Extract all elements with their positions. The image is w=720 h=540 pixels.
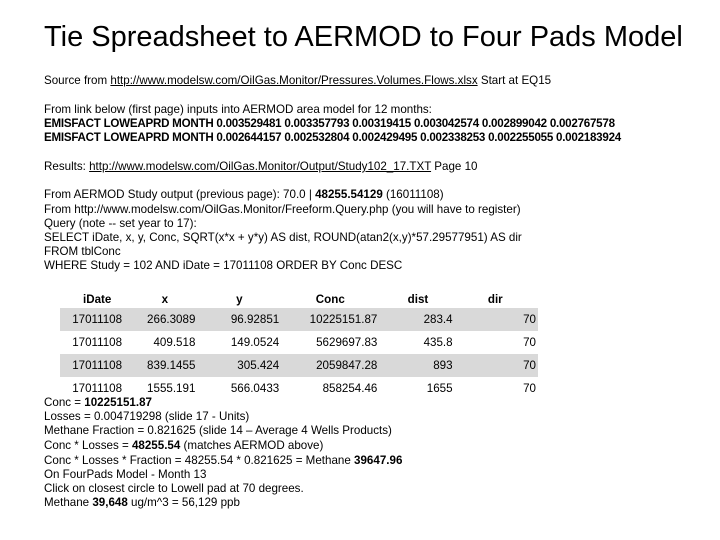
study-line-2-suffix: (you will have to register): [388, 203, 521, 216]
inputs-intro: From link below (first page) inputs into AERMOD area model for 12 months:: [44, 103, 432, 116]
cell-conc: 2059847.28: [283, 354, 383, 377]
calc-conc: [44, 396, 152, 410]
results-prefix: Results:: [44, 160, 90, 173]
results-line: [44, 160, 477, 174]
calc-conc-value: 10225151.87: [84, 396, 152, 409]
cell-y: 305.424: [199, 354, 283, 377]
source-prefix: Source from: [44, 74, 111, 87]
header-dist: dist: [407, 292, 429, 306]
study-line-2-prefix: From http://www.modelsw.com/: [44, 203, 205, 216]
cell-idate: 17011108: [72, 336, 123, 349]
cell-dist: 1655: [426, 382, 453, 395]
calc-losses: Losses = 0.004719298 (slide 17 - Units): [44, 410, 250, 423]
cell-dist: 435.8: [423, 336, 453, 349]
cell-conc: 858254.46: [322, 382, 378, 395]
calc-conc-losses-label: Conc * Losses =: [44, 439, 132, 452]
cell-dist: 893: [383, 354, 454, 377]
source-link[interactable]: http://www.modelsw.com/OilGas.Monitor/Pressures.Volumes.Flows.xlsx: [110, 74, 478, 87]
header-dir: dir: [487, 292, 503, 306]
query-note: Query (note -- set year to 17):: [44, 217, 197, 230]
aermod-value: 48255.54129: [315, 188, 383, 201]
calc-methane-final: [44, 496, 240, 510]
query-where: WHERE Study = 102 AND iDate = 17011108 ORDER BY Conc DESC: [44, 259, 403, 272]
calc-methane-final-suffix: ug/m^3 = 56,129 ppb: [127, 496, 240, 509]
study-line-2: [44, 203, 521, 217]
cell-x: 1555.191: [147, 382, 196, 395]
cell-x: 409.518: [153, 336, 196, 349]
cell-x: 839.1455: [134, 354, 199, 377]
cell-dist: 283.4: [383, 308, 454, 331]
cell-y: 566.0433: [230, 382, 280, 395]
header-idate: iDate: [82, 292, 112, 306]
table-row: [60, 331, 538, 354]
calc-conc-label: Conc =: [44, 396, 85, 409]
cell-dir: 70: [523, 382, 536, 395]
calc-fourpads: On FourPads Model - Month 13: [44, 468, 207, 481]
cell-x: 266.3089: [134, 308, 199, 331]
study-line-1-prefix: From AERMOD Study output (previous page): 70.0 |: [44, 188, 316, 201]
emisfact-line-1: EMISFACT LOWEAPRD MONTH 0.003529481 0.003357793 0.00319415 0.003042574 0.002899042 0.002767578: [44, 117, 615, 130]
cell-dir: 70: [455, 354, 538, 377]
calc-conc-losses: [44, 439, 323, 453]
header-x: x: [161, 292, 169, 306]
study-line-1: [44, 188, 444, 202]
table-row: [60, 354, 538, 377]
emisfact-line-2: EMISFACT LOWEAPRD MONTH 0.002644157 0.002532804 0.002429495 0.002338253 0.002255055 0.002183924: [44, 131, 621, 144]
query-select: SELECT iDate, x, y, Conc, SQRT(x*x + y*y) AS dist, ROUND(atan2(x,y)*57.29577951) AS dir: [44, 231, 522, 244]
study-line-1-suffix: (16011108): [382, 188, 444, 201]
cell-dir: 70: [523, 336, 536, 349]
slide-title: Tie Spreadsheet to AERMOD to Four Pads Model: [44, 21, 683, 53]
calc-click-note: Click on closest circle to Lowell pad at 70 degrees.: [44, 482, 304, 495]
calc-methane: [44, 454, 402, 468]
query-from: FROM tblConc: [44, 245, 121, 258]
table-row: [60, 308, 538, 331]
table-header-row: [60, 290, 538, 308]
cell-conc: 10225151.87: [283, 308, 383, 331]
calc-fraction: Methane Fraction = 0.821625 (slide 14 – Average 4 Wells Products): [44, 424, 392, 437]
cell-idate: 17011108: [72, 382, 123, 395]
cell-idate: 17011108: [60, 308, 134, 331]
calc-conc-losses-value: 48255.54: [131, 439, 181, 452]
calc-methane-value: 39647.96: [354, 454, 403, 467]
cell-y: 96.92851: [199, 308, 283, 331]
cell-conc: 5629697.83: [316, 336, 378, 349]
results-suffix: Page 10: [431, 160, 478, 173]
header-y: y: [236, 292, 243, 306]
calc-methane-final-value: 39,648: [92, 496, 128, 509]
cell-idate: 17011108: [60, 354, 134, 377]
source-line: [44, 74, 551, 88]
calc-methane-label: Conc * Losses * Fraction = 48255.54 * 0.821625 = Methane: [44, 454, 355, 467]
cell-y: 149.0524: [230, 336, 280, 349]
results-table: [60, 290, 538, 400]
query-page-link[interactable]: OilGas.Monitor/Freeform.Query.php: [204, 203, 389, 216]
cell-dir: 70: [455, 308, 538, 331]
header-conc: Conc: [315, 292, 345, 306]
source-suffix: Start at EQ15: [477, 74, 552, 87]
results-link[interactable]: http://www.modelsw.com/OilGas.Monitor/Output/Study102_17.TXT: [89, 160, 432, 173]
calc-conc-losses-suffix: (matches AERMOD above): [180, 439, 324, 452]
calc-methane-final-label: Methane: [44, 496, 93, 509]
